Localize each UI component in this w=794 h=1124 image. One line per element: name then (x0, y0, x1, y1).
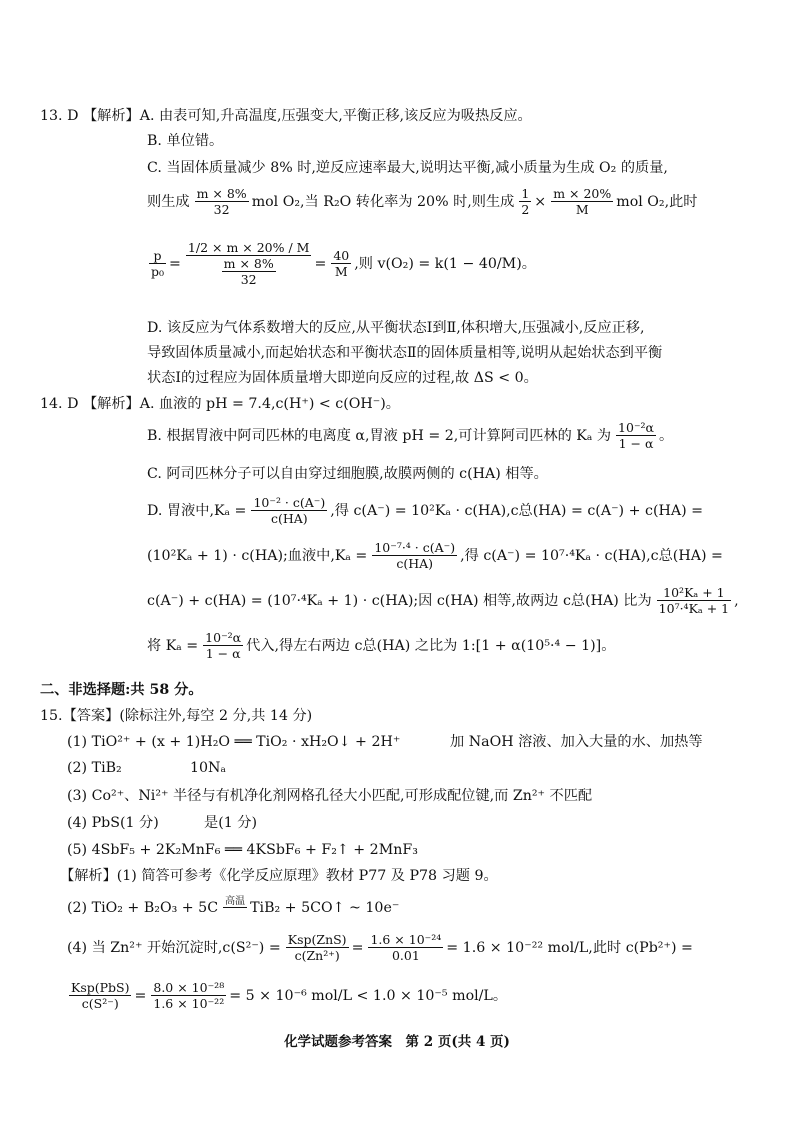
frac-den: c(S²⁻) (81, 996, 119, 1011)
q14-d4-pre: 将 Kₐ = (147, 637, 199, 654)
q15-exp4-post: = 1.6 × 10⁻²² mol/L,此时 c(Pb²⁺) = (446, 939, 693, 956)
inner-frac (222, 256, 276, 287)
frac-num: 1/2 × m × 20% / M (187, 240, 310, 255)
equals-sign: = (314, 255, 327, 272)
q14-d2-frac (372, 540, 457, 571)
q14-d4-post: 代入,得左右两边 c总(HA) 之比为 1:[1 + α(10⁵·⁴ − 1)]。 (246, 637, 616, 654)
equals-sign: = (169, 255, 181, 272)
frac-num: m × 8% (196, 186, 247, 201)
q15-exp4-frac1 (286, 932, 349, 963)
q14-d1-pre: D. 胃液中,Kₐ = (147, 502, 247, 519)
q13-c3-big-frac (186, 240, 312, 287)
q14-d1 (147, 495, 706, 526)
q15-a2: (2) TiB₂ (67, 760, 122, 776)
frac-den: M (575, 202, 589, 217)
frac-den: 2 (521, 202, 530, 217)
q15-a4-tail: 是(1 分) (204, 815, 257, 831)
q13-c1: C. 当固体质量减少 8% 时,逆反应速率最大,说明达平衡,减小质量为生成 O₂ 的质量, (147, 160, 668, 176)
frac-num: 8.0 × 10⁻²⁸ (153, 980, 225, 995)
frac-den: M (334, 264, 348, 279)
q14-b-frac (616, 420, 656, 451)
q15-exp5 (67, 980, 510, 1011)
frac-num: m × 8% (223, 256, 274, 271)
q13-d3: 状态Ⅰ的过程应为固体质量增大即逆向反应的过程,故 ΔS < 0。 (147, 370, 538, 386)
q14-d4 (147, 630, 618, 661)
q13-c2-pre: 则生成 (147, 193, 190, 210)
frac-den: 0.01 (391, 948, 420, 963)
times-sign: × (534, 193, 547, 210)
q14-d2 (147, 540, 726, 571)
q15-exp5-frac2 (151, 980, 226, 1011)
q13-d2: 导致固体质量减小,而起始状态和平衡状态Ⅱ的固体质量相等,说明从起始状态到平衡 (147, 345, 663, 361)
equals-sign: = (134, 987, 147, 1004)
frac-num: Ksp(PbS) (71, 980, 130, 995)
frac-den: 1 − α (618, 436, 654, 451)
q15-exp5-post: = 5 × 10⁻⁶ mol/L < 1.0 × 10⁻⁵ mol/L。 (229, 987, 508, 1004)
q15-a3: (3) Co²⁺、Ni²⁺ 半径与有机净化剂网格孔径大小匹配,可形成配位键,而 Zn²⁺ 不匹配 (67, 788, 593, 804)
q15-exp4-frac2 (368, 932, 443, 963)
q14-d2-post: ,得 c(A⁻) = 10⁷·⁴Kₐ · c(HA),c总(HA) = (460, 547, 723, 564)
frac-num: 10⁻² · c(A⁻) (253, 495, 326, 510)
condition-spacer (223, 908, 247, 919)
q13-d1: D. 该反应为气体系数增大的反应,从平衡状态Ⅰ到Ⅱ,体积增大,压强减小,反应正移, (147, 320, 645, 336)
frac-den: p₀ (151, 264, 165, 279)
page-footer: 化学试题参考答案 第 2 页(共 4 页) (284, 1034, 510, 1050)
q14-d3 (147, 585, 742, 616)
q15-exp2 (67, 896, 402, 919)
q15-exp2-post: TiB₂ + 5CO↑ ~ 10e⁻ (250, 899, 400, 916)
q15-exp4-pre: (4) 当 Zn²⁺ 开始沉淀时,c(S²⁻) = (67, 939, 281, 956)
q14-d4-frac (203, 630, 243, 661)
q13-c2-frac1 (195, 186, 249, 217)
frac-den: 32 (240, 272, 257, 287)
q15-a1: (1) TiO²⁺ + (x + 1)H₂O ══ TiO₂ · xH₂O↓ + 2H⁺ (67, 734, 401, 750)
frac-num: p (149, 248, 166, 264)
q13-c3 (147, 240, 539, 287)
q13-c2-post: mol O₂,此时 (616, 193, 698, 210)
q14-d3-post: , (734, 592, 739, 609)
frac-den: 1 − α (205, 646, 241, 661)
q13-c2 (147, 186, 701, 217)
q14-c: C. 阿司匹林分子可以自由穿过细胞膜,故膜两侧的 c(HA) 相等。 (147, 466, 548, 482)
q15-a5: (5) 4SbF₅ + 2K₂MnF₆ ══ 4KSbF₆ + F₂↑ + 2MnF₃ (67, 842, 418, 858)
condition-label: 高温 (225, 896, 246, 907)
q15-exp4 (67, 932, 696, 963)
q14-b (147, 420, 676, 451)
frac-den: 1.6 × 10⁻²² (153, 996, 225, 1011)
equals-sign: = (351, 939, 364, 956)
frac-den: c(HA) (271, 511, 308, 526)
q13-c3-lhs (149, 248, 166, 279)
q15-a4: (4) PbS(1 分) (67, 815, 159, 831)
q14-d2-pre: (10²Kₐ + 1) · c(HA);血液中,Kₐ = (147, 547, 368, 564)
frac-num: 10⁻⁷·⁴ · c(A⁻) (374, 540, 456, 555)
reaction-condition (223, 896, 247, 919)
q13-c3-frac-40m (331, 248, 351, 279)
frac-den: 32 (213, 202, 230, 217)
frac-den (186, 256, 312, 287)
q14-b-pre: B. 根据胃液中阿司匹林的电离度 α,胃液 pH = 2,可计算阿司匹林的 Kₐ 为 (147, 427, 612, 444)
q14-d1-post: ,得 c(A⁻) = 10²Kₐ · c(HA),c总(HA) = c(A⁻) + c(HA) = (330, 502, 704, 519)
q14-head: 14. D 【解析】A. 血液的 pH = 7.4,c(H⁺) < c(OH⁻)。 (40, 396, 400, 412)
q13-c2-mid: mol O₂,当 R₂O 转化率为 20% 时,则生成 (251, 193, 515, 210)
frac-num: 40 (333, 248, 350, 263)
frac-num: 10⁻²α (205, 630, 242, 645)
q14-d1-frac (251, 495, 327, 526)
frac-num: Ksp(ZnS) (287, 932, 347, 947)
frac-den: 10⁷·⁴Kₐ + 1 (658, 601, 730, 616)
q15-exp2-pre: (2) TiO₂ + B₂O₃ + 5C (67, 899, 219, 916)
frac-num: 10²Kₐ + 1 (657, 585, 731, 601)
q13-b: B. 单位错。 (147, 133, 224, 149)
q13-c3-post: ,则 v(O₂) = k(1 − 40/M)。 (354, 255, 536, 272)
q14-b-post: 。 (659, 427, 674, 444)
q14-d3-pre: c(A⁻) + c(HA) = (10⁷·⁴Kₐ + 1) · c(HA);因 c(HA) 相等,故两边 c总(HA) 比为 (147, 592, 652, 609)
q13-c2-frac3 (551, 186, 613, 217)
frac-num: 1 (521, 186, 530, 201)
q15-a1-tail: 加 NaOH 溶液、加入大量的水、加热等 (450, 734, 703, 750)
q15-exp1: 【解析】(1) 简答可参考《化学反应原理》教材 P77 及 P78 习题 9。 (60, 868, 498, 884)
section-heading: 二、非选择题:共 58 分。 (40, 682, 203, 698)
frac-den: c(HA) (396, 556, 434, 571)
q15-exp5-frac1 (69, 980, 131, 1011)
q15-head: 15.【答案】(除标注外,每空 2 分,共 14 分) (40, 708, 313, 724)
q13-head: 13. D 【解析】A. 由表可知,升高温度,压强变大,平衡正移,该反应为吸热反应。 (40, 108, 532, 124)
frac-num: m × 20% (553, 186, 612, 201)
q13-c2-frac2 (519, 186, 531, 217)
frac-den: c(Zn²⁺) (294, 948, 340, 963)
q15-a2-tail: 10Nₐ (190, 760, 226, 776)
frac-num: 1.6 × 10⁻²⁴ (370, 932, 442, 947)
q14-d3-frac (657, 585, 731, 616)
frac-num: 10⁻²α (618, 420, 655, 435)
